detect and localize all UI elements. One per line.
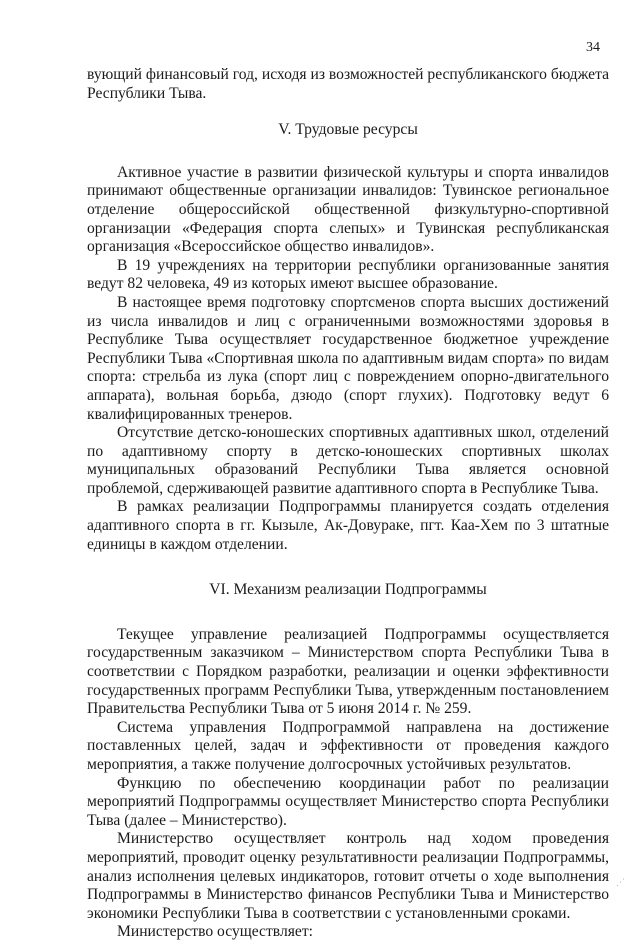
paragraph: В настоящее время подготовку спортсменов спорта высших достижений из числа инвалидов и лиц с ограниченными возможностями здоровья в Республике Тыва осуществляет государственное бюджетное учреждение Республики Тыва «Спортивная школа по адаптивным видам спорта» по видам спорта: стрельба из лука (спорт лиц с повреждением опорно-двигательного аппарата), вольная борьба, дзюдо (спорт глухих). Подготовку ведут 6 квалифицированных тренеров.	[87, 293, 609, 423]
section-heading-labor-resources: V. Трудовые ресурсы	[278, 121, 418, 139]
paragraph: Отсутствие детско-юношеских спортивных адаптивных школ, отделений по адаптивному спорту в детско-юношеских спортивных школах муниципальных образований Республики Тыва является основной проблемой, сдерживающей развитие адаптивного спорта в Республике Тыва.	[87, 424, 609, 497]
paragraph: В 19 учреждениях на территории республики организованные занятия ведут 82 человека, 49 из которых имеют высшее образование.	[87, 256, 609, 293]
paragraph: Активное участие в развитии физической культуры и спорта инвалидов принимают общественные организации инвалидов: Тувинское региональное отделение общероссийской общественной физкультурно-спортивной организации «Федерация спорта слепых» и Тувинская республиканская организация «Всероссийское общество инвалидов».	[87, 163, 609, 256]
page-number: 34	[586, 40, 600, 55]
scan-artifact: ⋰	[616, 878, 625, 888]
intro-paragraph: вующий финансовый год, исходя из возможностей республиканского бюджета Республики Тыва.	[87, 66, 609, 102]
paragraph: Система управления Подпрограммой направлена на достижение поставленных целей, задач и эффективности от проведения каждого мероприятия, а также получение долгосрочных устойчивых результатов.	[87, 718, 609, 773]
paragraph: В рамках реализации Подпрограммы планируется создать отделения адаптивного спорта в гг. Кызыле, Ак-Довураке, пгт. Каа-Хем по 3 штатные единицы в каждом отделении.	[87, 498, 609, 553]
paragraph: Текущее управление реализацией Подпрограммы осуществляется государственным заказчиком – Министерством спорта Республики Тыва в соответствии с Порядком разработки, реализации и оценки эффективности государственных программ Республики Тыва, утвержденным постановлением Правительства Республики Тыва от 5 июня 2014 г. № 259.	[87, 625, 609, 718]
paragraph: Министерство осуществляет контроль над ходом проведения мероприятий, проводит оценку результативности реализации Подпрограммы, анализ исполнения целевых индикаторов, готовит отчеты о ходе выполнения Подпрограммы в Министерство финансов Республики Тыва и Министерство экономики Республики Тыва в соответствии с установленными сроками.	[87, 830, 609, 922]
document-body	[87, 66, 609, 942]
section-heading-implementation-mechanism: VI. Механизм реализации Подпрограммы	[209, 581, 487, 599]
paragraph: Функцию по обеспечению координации работ по реализации мероприятий Подпрограммы осуществляет Министерство спорта Республики Тыва (далее – Министерство).	[87, 774, 609, 829]
paragraph: Министерство осуществляет:	[117, 923, 313, 941]
